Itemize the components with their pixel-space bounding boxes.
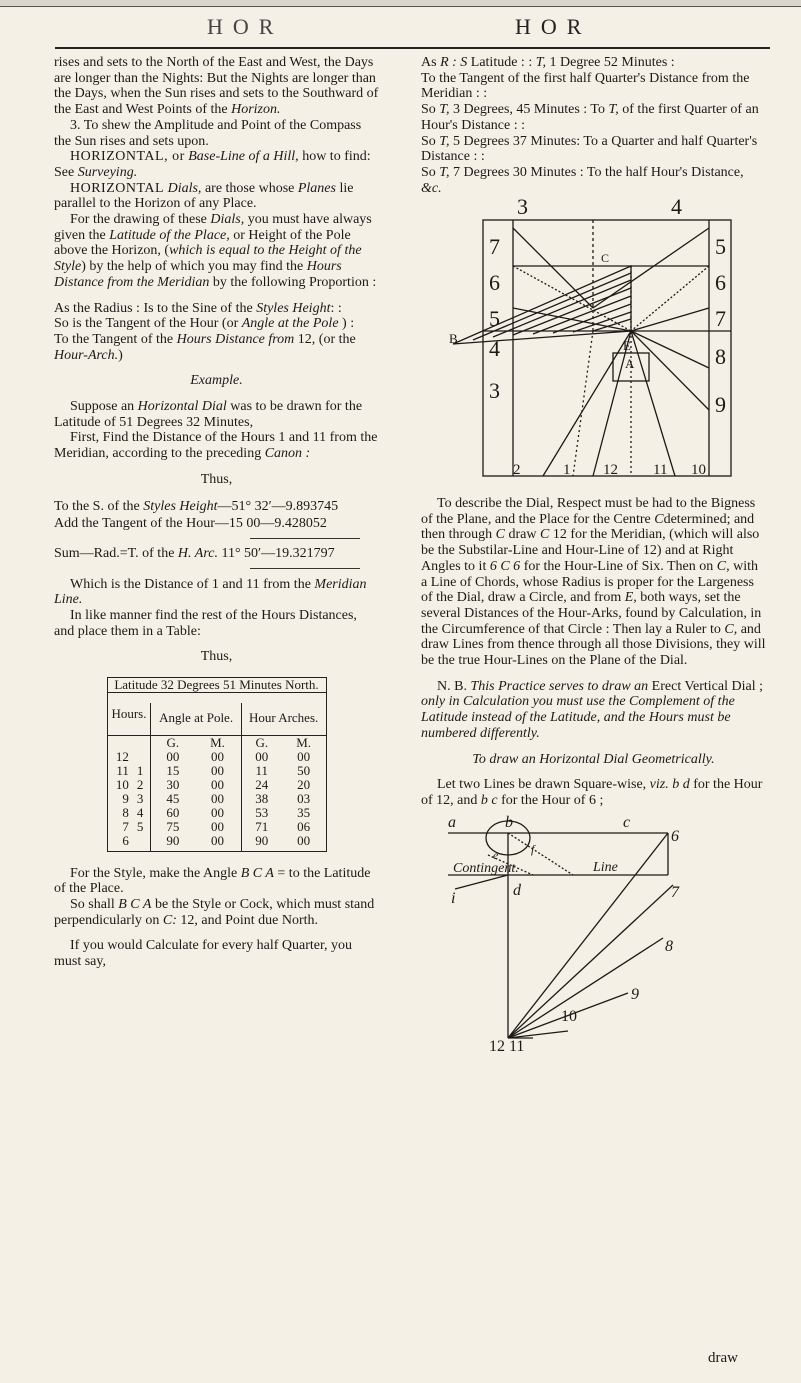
hour-line: [631, 331, 709, 368]
col-header-angle: Angle at Pole.: [151, 703, 241, 736]
figure-label: 6: [489, 270, 500, 296]
table-cell: 2: [133, 778, 151, 792]
left-column: [54, 55, 379, 970]
figure-label: 10: [691, 462, 706, 479]
paragraph: HORIZONTAL, or Base-Line of a Hill, how to find: See Surveying.: [54, 149, 371, 180]
table-cell: 12: [115, 748, 129, 764]
table-cell: 24: [255, 776, 269, 792]
figure-label: d: [513, 881, 521, 899]
table-cell: 9: [122, 790, 129, 806]
table-cell: 6: [122, 832, 129, 848]
table-cell: 20: [297, 776, 311, 792]
page-top-edge: [0, 0, 801, 7]
paragraph: As R : S Latitude : : T, 1 Degree 52 Minutes :: [421, 55, 675, 70]
proportion-line: As the Radius : Is to the Sine of the Styles Height: :: [54, 300, 342, 316]
running-head-right: HOR: [515, 14, 592, 39]
calc-line: Add the Tangent of the Hour—15 00—9.428052: [54, 515, 327, 531]
paragraph: To describe the Dial, Respect must be had to the Bigness of the Plane, and the Place for the Centre Cdetermined; and then through C draw C 12 for the Meridian, (which will also be the Substilar-Line and Hour-Line of 12) and at Right Angles to it 6 C 6 for the Hour-Line of Six. Then on C, with a Line of Chords, whose Radius is proper for the Largeness of the Dial, draw a Circle, and from E, both ways, set the several Distances of the Hour-Arks, found by Calculation, in the Circumference of that Circle : Then lay a Ruler to C, and draw Lines from thence through all those Divisions, they will be the true Hour-Lines on the Plane of the Dial.: [421, 496, 766, 669]
table-cell: [133, 750, 151, 764]
figure-label: c: [623, 813, 631, 831]
hour-arch-table: [107, 677, 327, 852]
figure-label: 5: [715, 234, 726, 260]
table-row: [107, 806, 326, 820]
table-cell: 00: [194, 806, 241, 820]
hour-line: [508, 885, 673, 1038]
table-cell: 35: [297, 804, 311, 820]
sub-header: G.: [166, 734, 180, 750]
figure-label: 4: [671, 198, 682, 220]
style-triangle: [453, 266, 631, 344]
hour-line: [573, 331, 593, 476]
figure-label: 12 11: [489, 1037, 525, 1053]
table-cell: 00: [194, 750, 241, 764]
figure-label: 3: [489, 378, 500, 404]
table-cell: 11: [255, 762, 269, 778]
table-cell: 00: [194, 820, 241, 834]
thus-label: Thus,: [200, 649, 233, 665]
figure-label: 6: [671, 827, 679, 845]
table-cell: 4: [133, 806, 151, 820]
paragraph: 3. To shew the Amplitude and Point of the Compass the Sun rises and sets upon.: [54, 117, 362, 149]
construction-line: [455, 875, 508, 889]
paragraph: For the drawing of these Dials, you must have always given the Latitude of the Place, or Height of the Pole above the Horizon, (which is equal to the Height of the Style) by the help of which you may find the Hours Distance from the Meridian by the following Proportion :: [54, 212, 377, 290]
table-cell: 15: [166, 762, 180, 778]
figure-label: E: [623, 338, 631, 354]
paragraph: In like manner find the rest of the Hours Distances, and place them in a Table:: [54, 607, 357, 639]
table-row: [107, 792, 326, 806]
paragraph: For the Style, make the Angle B C A = to the Latitude of the Place.: [54, 865, 371, 897]
table-cell: 03: [297, 790, 311, 806]
figure-label: 8: [665, 937, 673, 955]
table-caption: Latitude 32 Degrees 51 Minutes North.: [107, 678, 326, 693]
figure-label: 10: [561, 1007, 577, 1025]
table-cell: 53: [255, 804, 269, 820]
note-bene: N. B. This Practice serves to draw an Erect Vertical Dial ; only in Calculation you must use the Complement of the Latitude instead of the Latitude, and the Hours must be numbered differently.: [421, 678, 763, 741]
table-cell: 06: [297, 818, 311, 834]
figure-label: 4: [489, 336, 500, 362]
table-cell: 90: [166, 832, 180, 848]
figure-label: f: [531, 841, 535, 856]
sub-header: M.: [194, 735, 241, 750]
figure-label: 2: [513, 462, 521, 479]
section-heading: To draw an Horizontal Dial Geometrically.: [472, 751, 715, 767]
table-cell: 3: [133, 792, 151, 806]
table-row: [107, 764, 326, 778]
table-cell: 10: [115, 776, 129, 792]
running-head-left: HOR: [207, 14, 284, 39]
figure-label: 5: [489, 306, 500, 332]
figure-label: e: [493, 847, 499, 862]
catchword: draw: [708, 1350, 738, 1366]
proportion-line: So is the Tangent of the Hour (or Angle at the Pole ) :: [54, 316, 355, 332]
hour-line: [508, 833, 668, 1038]
figure-label: 7: [715, 306, 726, 332]
table-cell: 71: [255, 818, 269, 834]
geometric-dial-figure: [443, 813, 743, 1053]
table-cell: 00: [194, 778, 241, 792]
calc-line: Sum—Rad.=T. of the H. Arc. 11° 50′—19.321797: [54, 545, 335, 561]
paragraph: So T, 5 Degrees 37 Minutes: To a Quarter and half Quarter's Distance : :: [421, 133, 758, 165]
table-cell: 45: [166, 790, 180, 806]
figure-label: 1: [563, 462, 571, 479]
table-cell: [133, 834, 151, 852]
paragraph: Suppose an Horizontal Dial was to be drawn for the Latitude of 51 Degrees 32 Minutes,: [54, 399, 363, 430]
paragraph: So T, 3 Degrees, 45 Minutes : To T, of the first Quarter of an Hour's Distance : :: [421, 102, 759, 133]
table-cell: 00: [194, 764, 241, 778]
table-cell: 00: [297, 832, 311, 848]
table-row: [107, 750, 326, 764]
table-cell: 00: [166, 748, 180, 764]
proportion-line: To the Tangent of the Hours Distance from 12, (or the Hour-Arch.): [54, 331, 356, 363]
figure-label: Line: [593, 859, 618, 875]
table-cell: 00: [297, 748, 311, 764]
figure-label: C: [601, 251, 610, 266]
figure-label: 7: [671, 883, 679, 901]
table-cell: 8: [122, 804, 129, 820]
figure-label: 9: [715, 392, 726, 418]
col-header-hours: Hours.: [107, 703, 151, 736]
table-cell: 50: [297, 762, 311, 778]
paragraph: rises and sets to the North of the East and West, the Days are longer than the Nights: But the Nights are longer than the Days, when the Sun rises and sets to the Southward of the East and West Points of the Horizon.: [54, 55, 379, 118]
figure-label: 3: [517, 198, 528, 220]
example-heading: Example.: [190, 373, 243, 389]
table-cell: 60: [166, 804, 180, 820]
paragraph: HORIZONTAL Dials, are those whose Planes lie parallel to the Horizon of any Place.: [54, 180, 354, 212]
table-cell: 90: [255, 832, 269, 848]
table-cell: 00: [194, 834, 241, 852]
sub-header: G.: [255, 734, 269, 750]
paragraph: So T, 7 Degrees 30 Minutes : To the half Hour's Distance, &c.: [421, 164, 744, 196]
figure-label: 6: [715, 270, 726, 296]
figure-label: 12: [603, 462, 618, 479]
figure-label: 9: [631, 985, 639, 1003]
figure-label: 11: [653, 462, 668, 479]
table-row: [107, 820, 326, 834]
horizontal-dial-figure: [443, 198, 743, 483]
figure-label: b: [505, 813, 513, 831]
figure-label: i: [451, 889, 456, 907]
paragraph: Which is the Distance of 1 and 11 from the Meridian Line.: [54, 576, 367, 608]
table-cell: 7: [122, 818, 129, 834]
paragraph: So shall B C A be the Style or Cock, which must stand perpendicularly on C: 12, and Point due North.: [54, 897, 375, 928]
hour-line: [508, 938, 663, 1038]
paragraph: To the Tangent of the first half Quarter's Distance from the Meridian : :: [421, 70, 750, 102]
right-column: [421, 55, 766, 1057]
table-row: [107, 778, 326, 792]
paragraph: Let two Lines be drawn Square-wise, viz. b d for the Hour of 12, and b c for the Hour of 6 ;: [421, 777, 763, 808]
figure-label: 7: [489, 234, 500, 260]
col-header-arch: Hour Arches.: [241, 703, 326, 736]
figure-label: B: [449, 331, 458, 347]
paragraph: If you would Calculate for every half Quarter, you must say,: [54, 938, 353, 970]
figure-label: 8: [715, 344, 726, 370]
figure-label: a: [448, 813, 456, 831]
table-cell: 5: [133, 820, 151, 834]
table-cell: 00: [194, 792, 241, 806]
hour-line: [631, 266, 709, 331]
table-cell: 00: [255, 748, 269, 764]
figure-label: A: [625, 356, 635, 372]
header-rule: [55, 47, 770, 49]
calc-line: To the S. of the Styles Height—51° 32′—9.893745: [54, 498, 339, 514]
figure-label: Contingent.: [453, 860, 519, 876]
table-cell: 1: [133, 764, 151, 778]
paragraph: First, Find the Distance of the Hours 1 and 11 from the Meridian, according to the preceding Canon :: [54, 430, 378, 462]
hour-line: [631, 308, 709, 331]
table-row: [107, 834, 326, 852]
thus-label: Thus,: [200, 471, 233, 487]
table-cell: 30: [166, 776, 180, 792]
hour-line: [513, 228, 593, 308]
table-cell: 11: [116, 762, 129, 778]
sub-header: M.: [296, 734, 312, 750]
table-cell: 75: [166, 818, 180, 834]
table-cell: 38: [255, 790, 269, 806]
